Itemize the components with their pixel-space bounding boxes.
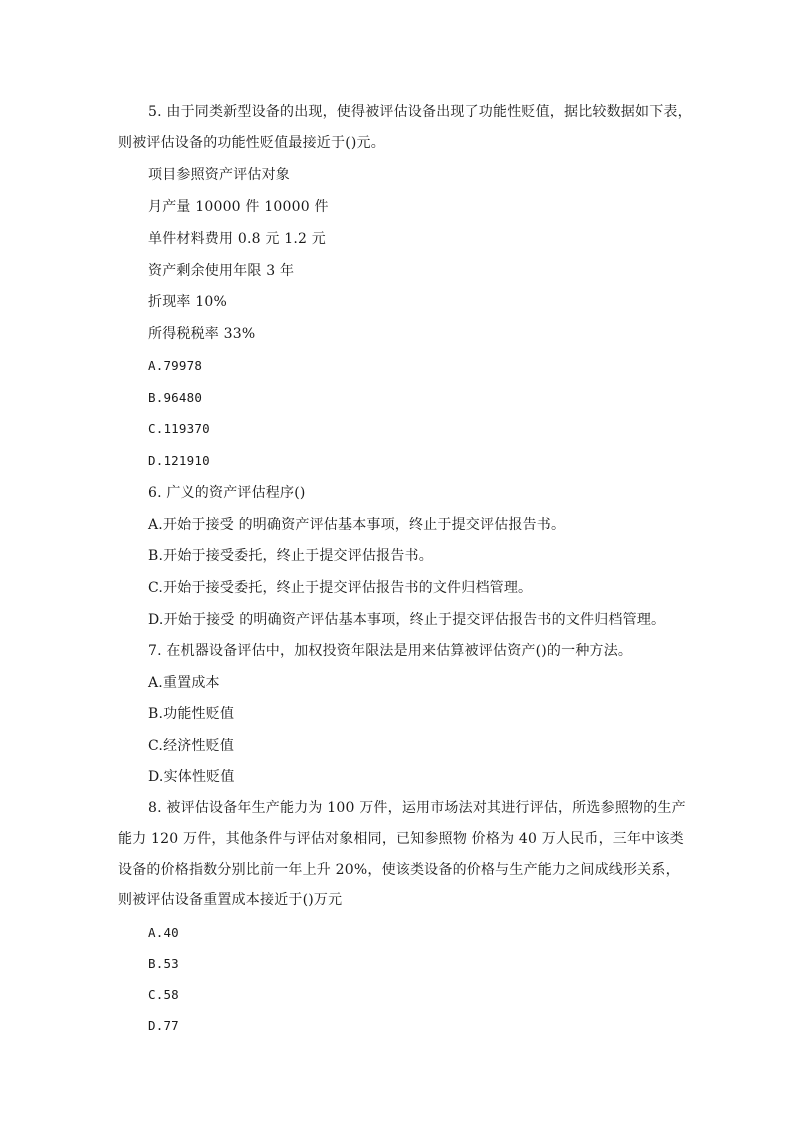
q6-option-d: D.开始于接受 的明确资产评估基本事项，终止于提交评估报告书的文件归档管理。 (148, 612, 666, 628)
q5-stem-line-1: 5. 由于同类新型设备的出现，使得被评估设备出现了功能性贬值，据比较数据如下表， (148, 104, 692, 120)
q5-table-row-tax-rate: 所得税税率 33% (148, 326, 256, 342)
q8-stem-line-3: 设备的价格指数分别比前一年上升 20%，使该类设备的价格与生产能力之间成线形关系， (118, 862, 680, 878)
q5-table-row-remaining-life: 资产剩余使用年限 3 年 (148, 263, 295, 279)
q8-option-a: A.40 (148, 925, 179, 940)
q6-option-a: A.开始于接受 的明确资产评估基本事项，终止于提交评估报告书。 (148, 517, 566, 533)
q5-table-row-material-cost: 单件材料费用 0.8 元 1.2 元 (148, 231, 326, 247)
q5-option-c: C.119370 (148, 421, 210, 436)
q5-stem-line-2: 则被评估设备的功能性贬值最接近于()元。 (118, 135, 385, 151)
q6-stem: 6. 广义的资产评估程序() (148, 485, 306, 501)
q5-table-row-discount-rate: 折现率 10% (148, 294, 227, 310)
q6-option-b: B.开始于接受委托，终止于提交评估报告书。 (148, 548, 433, 564)
q8-stem-line-1: 8. 被评估设备年生产能力为 100 万件，运用市场法对其进行评估，所选参照物的生产 (148, 800, 686, 816)
q7-option-a: A.重置成本 (148, 675, 220, 691)
q8-stem-line-2: 能力 120 万件，其他条件与评估对象相同，已知参照物 价格为 40 万人民币，三年中该类 (118, 831, 684, 847)
q6-option-c: C.开始于接受委托，终止于提交评估报告书的文件归档管理。 (148, 580, 533, 596)
q5-table-header: 项目参照资产评估对象 (148, 167, 290, 183)
q7-option-b: B.功能性贬值 (148, 706, 235, 722)
q8-option-c: C.58 (148, 987, 179, 1002)
q8-stem-line-4: 则被评估设备重置成本接近于()万元 (118, 892, 343, 908)
q8-option-d: D.77 (148, 1018, 179, 1033)
q5-table-row-output: 月产量 10000 件 10000 件 (148, 199, 329, 215)
q5-option-a: A.79978 (148, 358, 203, 373)
q8-option-b: B.53 (148, 956, 179, 971)
q5-option-d: D.121910 (148, 453, 210, 468)
q7-option-c: C.经济性贬值 (148, 738, 235, 754)
q7-option-d: D.实体性贬值 (148, 769, 235, 785)
q5-option-b: B.96480 (148, 390, 203, 405)
q7-stem: 7. 在机器设备评估中，加权投资年限法是用来估算被评估资产()的一种方法。 (148, 643, 633, 659)
